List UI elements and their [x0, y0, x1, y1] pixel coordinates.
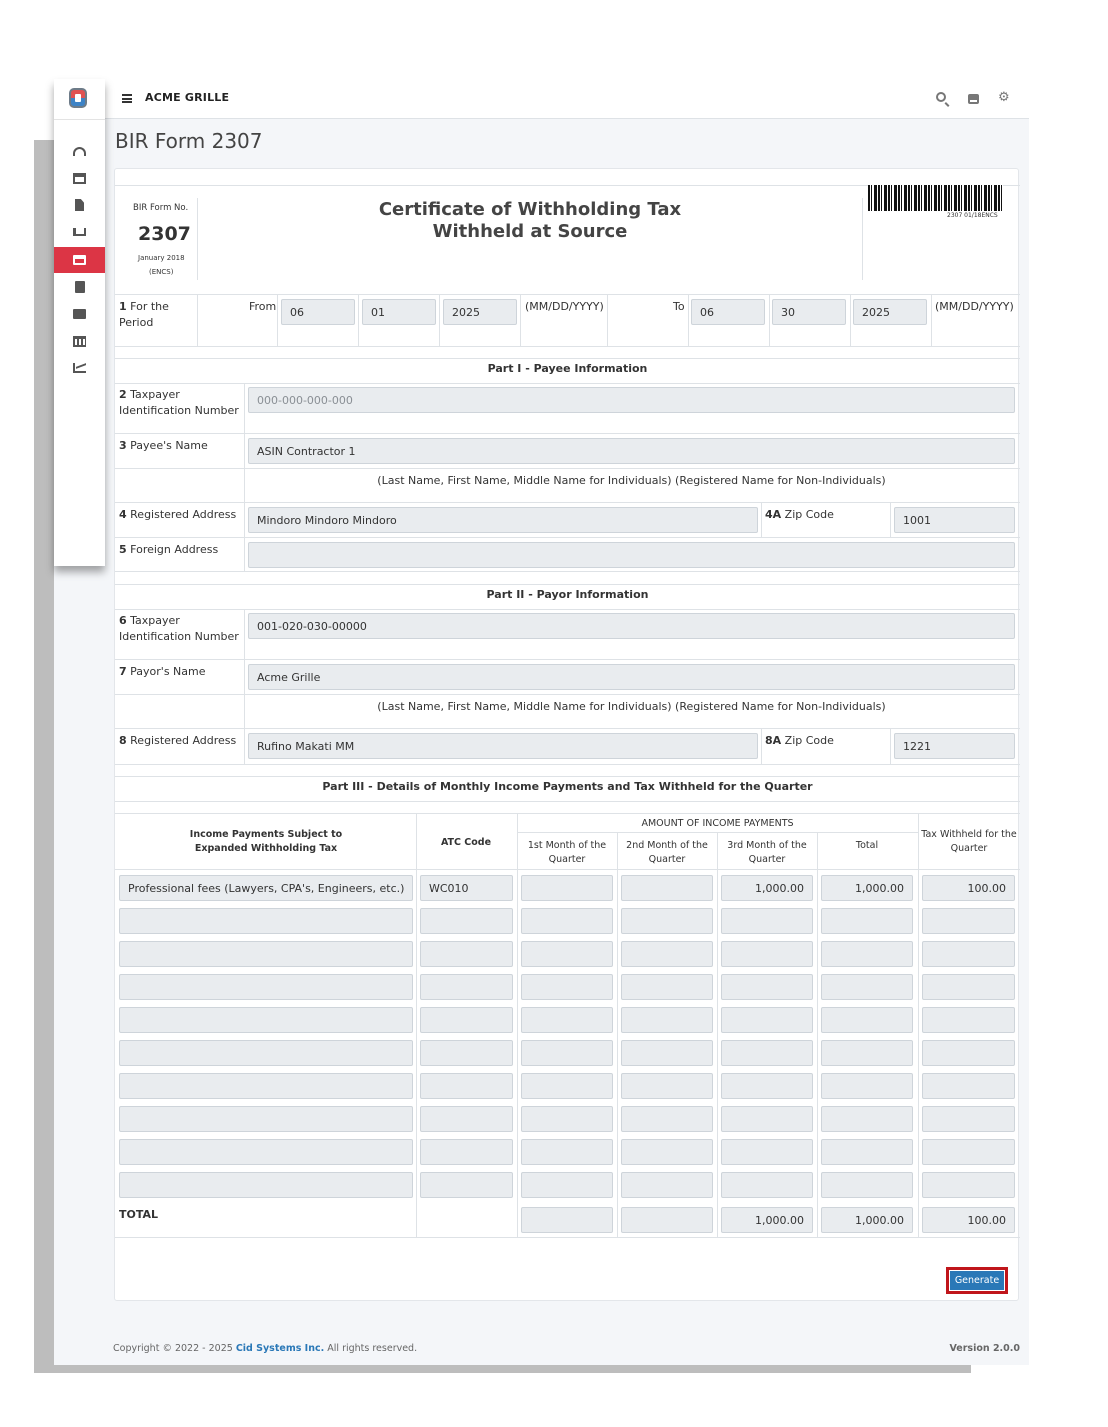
month1-cell[interactable] — [521, 974, 613, 1000]
form-number: 2307 — [138, 223, 191, 245]
month3-cell[interactable] — [721, 1040, 813, 1066]
atc-cell[interactable] — [420, 1106, 513, 1132]
period-label: 1 For the Period — [119, 300, 169, 329]
atc-cell[interactable] — [420, 974, 513, 1000]
month1-cell[interactable] — [521, 1106, 613, 1132]
payor-name-hint: (Last Name, First Name, Middle Name for Individuals) (Registered Name for Non-Individuals) — [377, 700, 886, 713]
month3-cell[interactable] — [721, 1007, 813, 1033]
atc-cell[interactable] — [420, 1073, 513, 1099]
dashboard-icon — [73, 147, 86, 156]
col-atc-header: ATC Code — [440, 837, 492, 848]
month2-cell[interactable] — [621, 1139, 713, 1165]
total-label: TOTAL — [119, 1208, 159, 1221]
sidebar-item-orders[interactable] — [54, 219, 105, 245]
payor-name-input[interactable]: Acme Grille — [248, 664, 1015, 690]
from-date-format: (MM/DD/YYYY) — [525, 300, 604, 313]
brand-name: ACME GRILLE — [145, 91, 230, 104]
payee-name-hint: (Last Name, First Name, Middle Name for Individuals) (Registered Name for Non-Individuals) — [377, 474, 886, 487]
tax-cell[interactable] — [922, 1172, 1015, 1198]
income-cell[interactable] — [119, 1139, 413, 1165]
atc-cell[interactable] — [420, 908, 513, 934]
form-card — [114, 168, 1019, 1301]
month2-cell[interactable] — [621, 1073, 713, 1099]
sidebar-item-reports[interactable] — [54, 355, 105, 381]
payor-address-input[interactable]: Rufino Makati MM — [248, 733, 758, 759]
foreign-address-label: 5 Foreign Address — [119, 543, 219, 556]
sidebar — [54, 79, 105, 566]
form-number-label: BIR Form No. — [133, 203, 189, 213]
month1-cell[interactable] — [521, 1007, 613, 1033]
total-cell[interactable]: 1,000.00 — [821, 875, 913, 901]
barcode-image — [868, 185, 1003, 211]
search-icon[interactable] — [936, 92, 946, 102]
chart-icon — [73, 363, 86, 373]
month2-cell[interactable] — [621, 1040, 713, 1066]
atc-cell[interactable] — [420, 1172, 513, 1198]
menu-toggle-icon[interactable] — [122, 94, 132, 103]
credit-card-icon — [73, 255, 86, 265]
tax-cell[interactable]: 100.00 — [922, 875, 1015, 901]
income-cell[interactable] — [119, 1106, 413, 1132]
from-day-input[interactable]: 01 — [362, 299, 436, 325]
generate-button-label: Generate — [950, 1271, 1004, 1290]
month2-cell[interactable] — [621, 908, 713, 934]
sidebar-item-dashboard[interactable] — [54, 138, 105, 164]
month2-cell[interactable] — [621, 1007, 713, 1033]
form-enc: (ENCS) — [149, 268, 174, 276]
store-icon — [73, 173, 86, 184]
part1-title: Part I - Payee Information — [487, 362, 648, 375]
sidebar-item-store[interactable] — [54, 165, 105, 191]
tax-cell[interactable] — [922, 1073, 1015, 1099]
atc-cell[interactable] — [420, 1040, 513, 1066]
month1-cell[interactable] — [521, 908, 613, 934]
month2-cell[interactable] — [621, 875, 713, 901]
total-cell[interactable] — [821, 1073, 913, 1099]
amount-group-header: AMOUNT OF INCOME PAYMENTS — [641, 818, 794, 829]
month2-cell[interactable] — [621, 974, 713, 1000]
form-date: January 2018 — [138, 254, 185, 262]
payee-address-input[interactable]: Mindoro Mindoro Mindoro — [248, 507, 758, 533]
sidebar-item-books[interactable] — [54, 274, 105, 300]
income-cell[interactable] — [119, 1040, 413, 1066]
payee-zip-input[interactable]: 1001 — [894, 507, 1015, 533]
from-label: From — [249, 300, 277, 313]
payee-tin-input[interactable]: 000-000-000-000 — [248, 387, 1015, 413]
file-icon — [75, 199, 84, 211]
payor-name-label: 7 Payor's Name — [119, 665, 206, 678]
page-title: BIR Form 2307 — [115, 129, 263, 153]
income-cell[interactable] — [119, 1073, 413, 1099]
income-cell[interactable]: Professional fees (Lawyers, CPA's, Engineers, etc.) — [119, 875, 413, 901]
app-version: Version 2.0.0 — [949, 1343, 1020, 1354]
total-sum[interactable]: 1,000.00 — [821, 1207, 913, 1233]
box-icon — [73, 309, 86, 319]
form-title-line1: Certificate of Withholding Tax — [378, 199, 682, 220]
total-cell[interactable] — [821, 1106, 913, 1132]
app-window — [54, 79, 1029, 1365]
month1-cell[interactable] — [521, 1172, 613, 1198]
part3-title: Part III - Details of Monthly Income Payments and Tax Withheld for the Quarter — [322, 780, 813, 793]
total-cell[interactable] — [821, 1040, 913, 1066]
atc-cell[interactable]: WC010 — [420, 875, 513, 901]
tax-cell[interactable] — [922, 1040, 1015, 1066]
total-cell[interactable] — [821, 974, 913, 1000]
form-title-line2: Withheld at Source — [432, 221, 628, 242]
income-cell[interactable] — [119, 1172, 413, 1198]
total-cell[interactable] — [821, 908, 913, 934]
month3-cell[interactable] — [721, 1172, 813, 1198]
payor-zip-input[interactable]: 1221 — [894, 733, 1015, 759]
atc-cell[interactable] — [420, 941, 513, 967]
tax-cell[interactable] — [922, 1007, 1015, 1033]
payee-zip-label: 4A Zip Code — [765, 508, 834, 521]
sidebar-item-bank[interactable] — [54, 328, 105, 354]
total-tax-withheld[interactable]: 100.00 — [922, 1207, 1015, 1233]
sidebar-item-payments[interactable] — [54, 247, 105, 273]
bank-icon — [73, 336, 86, 347]
month1-cell[interactable] — [521, 941, 613, 967]
foreign-address-input[interactable] — [248, 542, 1015, 568]
payee-name-label: 3 Payee's Name — [119, 439, 208, 452]
to-month-input[interactable]: 06 — [691, 299, 765, 325]
month1-cell[interactable] — [521, 1040, 613, 1066]
month1-cell[interactable] — [521, 1139, 613, 1165]
sidebar-divider — [54, 119, 105, 120]
tax-cell[interactable] — [922, 908, 1015, 934]
month3-cell[interactable] — [721, 974, 813, 1000]
cart-icon — [73, 228, 86, 236]
col-month2-header: 2nd Month of the Quarter — [626, 840, 708, 865]
generate-button[interactable] — [946, 1267, 1008, 1294]
payor-zip-label: 8A Zip Code — [765, 734, 834, 747]
total-cell[interactable] — [821, 1172, 913, 1198]
col-total-header: Total — [855, 840, 879, 851]
barcode-caption: 2307 01/18ENCS — [947, 212, 998, 219]
inbox-icon[interactable] — [968, 94, 979, 104]
sidebar-item-documents[interactable] — [54, 192, 105, 218]
month1-cell[interactable] — [521, 1073, 613, 1099]
tax-cell[interactable] — [922, 974, 1015, 1000]
month1-cell[interactable] — [521, 875, 613, 901]
total-cell[interactable] — [821, 1007, 913, 1033]
month3-cell[interactable] — [721, 1106, 813, 1132]
payor-address-label: 8 Registered Address — [119, 734, 237, 747]
to-day-input[interactable]: 30 — [772, 299, 846, 325]
payor-tin-label: 6 Taxpayer Identification Number — [119, 614, 239, 643]
payee-name-input[interactable]: ASIN Contractor 1 — [248, 438, 1015, 464]
col-month3-header: 3rd Month of the Quarter — [727, 840, 807, 865]
app-logo[interactable] — [69, 88, 87, 108]
month3-cell[interactable] — [721, 1139, 813, 1165]
month2-cell[interactable] — [621, 1172, 713, 1198]
income-cell[interactable] — [119, 1007, 413, 1033]
from-month-input[interactable]: 06 — [281, 299, 355, 325]
month3-cell[interactable] — [721, 941, 813, 967]
income-cell[interactable] — [119, 941, 413, 967]
company-link[interactable]: Cid Systems Inc. — [235, 1343, 325, 1354]
payee-address-label: 4 Registered Address — [119, 508, 237, 521]
book-icon — [75, 281, 85, 293]
total-month3[interactable]: 1,000.00 — [721, 1207, 813, 1233]
atc-cell[interactable] — [420, 1007, 513, 1033]
col-tax-header: Tax Withheld for the Quarter — [921, 829, 1017, 854]
total-cell[interactable] — [821, 941, 913, 967]
to-date-format: (MM/DD/YYYY) — [935, 300, 1014, 313]
to-year-input[interactable]: 2025 — [853, 299, 927, 325]
month3-cell[interactable] — [721, 1073, 813, 1099]
sidebar-item-inventory[interactable] — [54, 301, 105, 327]
tax-cell[interactable] — [922, 1139, 1015, 1165]
income-cell[interactable] — [119, 974, 413, 1000]
atc-cell[interactable] — [420, 1139, 513, 1165]
month2-cell[interactable] — [621, 941, 713, 967]
settings-icon[interactable]: ⚙ — [998, 90, 1010, 105]
total-cell[interactable] — [821, 1139, 913, 1165]
payee-tin-label: 2 Taxpayer Identification Number — [119, 388, 239, 417]
part2-title: Part II - Payor Information — [486, 588, 649, 601]
income-cell[interactable] — [119, 908, 413, 934]
col-month1-header: 1st Month of the Quarter — [527, 840, 607, 865]
from-year-input[interactable]: 2025 — [443, 299, 517, 325]
tax-cell[interactable] — [922, 941, 1015, 967]
col-income-header: Income Payments Subject to Expanded Withholding Tax — [189, 829, 343, 854]
footer-copyright: Copyright © 2022 - 2025 Cid Systems Inc. All rights reserved. — [113, 1343, 418, 1354]
tax-cell[interactable] — [922, 1106, 1015, 1132]
month3-cell[interactable]: 1,000.00 — [721, 875, 813, 901]
payor-tin-input[interactable]: 001-020-030-00000 — [248, 613, 1015, 639]
to-label: To — [673, 300, 685, 313]
total-month2[interactable] — [621, 1207, 713, 1233]
month2-cell[interactable] — [621, 1106, 713, 1132]
total-month1[interactable] — [521, 1207, 613, 1233]
top-navbar — [105, 79, 1029, 119]
month3-cell[interactable] — [721, 908, 813, 934]
